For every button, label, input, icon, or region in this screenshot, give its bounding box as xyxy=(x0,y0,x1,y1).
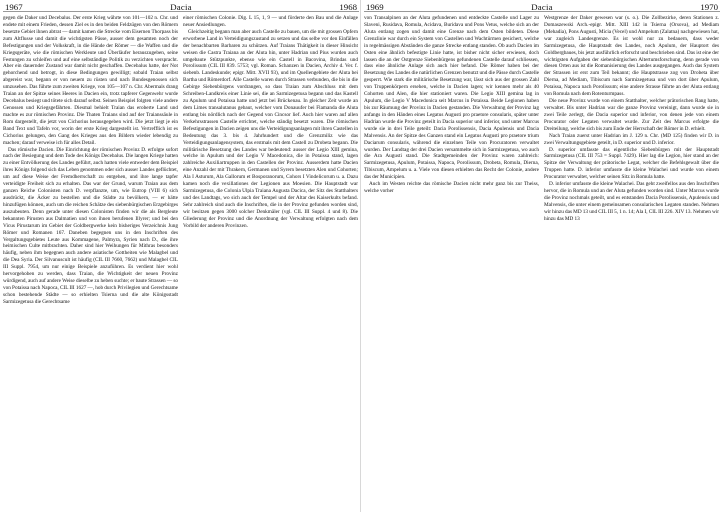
text-column xyxy=(544,15,719,505)
running-header xyxy=(3,2,359,12)
paragraph: von Transalpinen an der Aluta gefundenen und entdeckte Castelle und Lager zu Slaveni, Rusidava, Romula, Acidava, Buridava und Pons Vetus, welche sich an der Aluta entlang zogen und damit eine Grenze nach dem Osten bildeten. Diese Grenzlinie war durch ein System von Castellen und Wachtürmen gesichert, welche in regelmässigen Abständen die ganze Strecke entlang standen. Ob auch Dacien im Osten eine ähnlich befestigte Linie hatte, ist bisher nicht sicher erwiesen, doch lassen die an der Ostgrenze Siebenbürgens gefundenen Castelle darauf schliessen, dass eine ähnliche Anlage sich auch hier befand. Die Römer haben bei der Besetzung des Landes die natürlichen Grenzen benutzt und die Pässe durch Castelle gesperrt. Wie stark die militärische Besetzung war, lässt sich aus der grossen Zahl von Truppenkörpern ersehen, welche in Dacien lagen; wir kennen mehr als 40 Cohorten und Alen, die hier stationiert waren. Die Legio XIII gemina lag in Apulum, die Legio V Macedonica seit Marcus in Potaissa. Beide Legionen haben bis zur Räumung der Provinz in Dacien gestanden. Die Verwaltung der Provinz lag anfangs in den Händen eines Legatus Augusti pro praetore consularis, später unter Hadrian wurde die Provinz geteilt in Dacia superior und inferior, und unter Marcus wurde sie in drei Teile geteilt: Dacia Porolissensis, Dacia Apulensis und Dacia Malvensis. An der Spitze des Ganzen stand ein Legatus Augusti pro praetore trium Daciarum consularis, während die einzelnen Teile von Procuratoren verwaltet wurden. Der Landtag der drei Dacien versammelte sich in Sarmizegetusa, wo auch die Ara Augusti stand. Die Stadtgemeinden der Provinz waren zahlreich: Sarmizegetusa, Apulum, Potaissa, Napoca, Porolissum, Drobeta, Romula, Dierna, Tibiscum, Ampelum u. a. Viele von diesen erhielten das Recht der Colonie, andere das der Municipien. xyxy=(364,15,539,181)
paragraph: Gleichzeitig begann man aber auch Castelle zu bauen, um die mit grossen Opfern erworbene Land in Verteidigungszustand zu setzen und das selbe vor den Einfällen der benachbarten Barbaren zu schützen. Auf Traians Thätigkeit in dieser Hinsicht weisen die Castra Traiana an der Aluta hin, unter Hadrian und Pius wurden auch umgebaute Stützpunkte, ebenso wie ein Castell in Bacovina, Brindas und Porolissum (CIL III 839. 5753; vgl. Roman. Schanzen in Dacien, Archiv d. Ver. f. siebenb. Landeskunde; epigr. Mitt. XVII 93), und im Quellengebiete der Aluta bei Bartha und Römerdorf. Alle Castelle waren durch Strassen verbunden, die bis in die Gebirge Siebenbürgens vordrangen, so dass Traian zum Abschluss mit dem Schreiben-Landkreis einer Linie sei, die an Sarmizegetusa begann und das Kastell zu Apulum und Potaissa hatte und jetzt bei Brückenau. In gleicher Zeit wurde an dem Limes transalutanus gebaut, welcher vom Donauufer bei Flamanda die Aluta entlang bis nördlich nach der Gegend von Cincsor lief. Auch hier waren auf allen Verkehrsstrassen Castelle errichtet, welche ständig besetzt waren. Die römischen Befestigungen in Dacien zeigen uns die Verteidigungsanlagen mit ihren Castellen in Bedeutung das 3. bis 4. Jahrhundert und die Grenzmiliz wie das Verteidigungsanlagensystem, das erstmals mit dem Castell zu Drobeta begann. Die militärische Besetzung des Landes war bedeutend: ausser der Legio XIII gemina, welche in Apulum und der Legio V Macedonica, die in Potaissa stand, lagen zahlreiche Auxiliartruppen in den Castellen der Provinz. Ausserdem hatte Dacien eine Anzahl der mit Thrakern, Germanen und Syrern besetzten Alen und Cohorten; Ala I Asturum, Ala Gallorum et Bosporanorum, Cohors I Vindelicorum u. a. Dazu kamen noch die vexillationes der Legionen aus Moesien. Die Hauptstadt war Sarmizegetusa, die Colonia Ulpia Traiana Augusta Dacica, der Sitz des Statthalters und des Landtags, wo sich auch der Tempel und der Altar des Kaiserkults befand. Sehr zahlreich sind auch die Inschriften, die in der Provinz gefunden worden sind, wir besitzen gegen 3000 solcher Denkmäler (vgl. CIL III Suppl. 4 und 8). Die Gliederung der Provinz und die Anordnung der Verwaltung erfolgten nach dem Vorbild der anderen Provinzen. xyxy=(183,28,358,229)
left-page xyxy=(3,2,359,508)
paragraph: Auch im Westen reichte das römische Dacien nicht mehr ganz bis zur Theiss, welche vorher xyxy=(364,181,539,195)
paragraph: Westgrenze der Daker gewesen war (s. o.). Die Zollbezirke, deren Stationen z. Domaszewski Arch.-epigr. Mitt. XIII 142 in Tsierna (Orsova), ad Mediam (Mehadia), Pons Augusti, Micia (Vecel) und Ampelum (Zalatna) nachgewiesen hat, war zugleich Landesgrenze. Es ist wohl nur zu bedauern, dass weder Sarmizegetusa, die Hauptstadt des Landes, noch Apulum, der Hauptort des Goldbergbaues, bis jetzt ausführlich erforscht und beschrieben sind. Das ist eine der wichtigsten Aufgaben der siebenbürgischen Altertumsforschung, denn gerade von diesen Orten aus ist die Romanisierung des Landes ausgegangen. Auch das System der Strassen ist erst zum Teil bekannt; die Hauptstrasse zog von Drobeta über Dierna, ad Mediam, Tibiscum nach Sarmizegetusa und von dort über Apulum, Potaissa, Napoca nach Porolissum; eine andere Strasse führte an der Aluta entlang von Romula nach dem Rotenturmpass. xyxy=(544,15,719,98)
paragraph: einer römischen Colonie. Dig. L 15, 1, 9 — und förderte den Bau und die Anlage neuer Ansiedlungen. xyxy=(183,15,358,28)
paragraph: D. superior umfasste das eigentliche Siebenbürgen mit der Hauptstadt Sarmizegetusa (CIL III 753 = Suppl. 7429). Hier lag die Legion, hier stand an der Spitze der Verwaltung der prätorische Legat, welcher die Befehlsgewalt über die Truppen hatte. D. inferior umfasste die kleine Walachei und wurde von einem Procurator verwaltet, welcher seinen Sitz in Romula hatte. xyxy=(544,146,719,181)
paragraph: gegen die Daker und Decebalus. Der erste Krieg währte von 101—102 n. Chr. und endete mit einem Frieden, dessen Ziel es in den beiden Feldzügen von den Römern besetzte Gebiet ihnen abtrat — damit kamen die Strecke vom Eisernen Thorpass bis zum Altflusse und damit die wichtigsten Pässe, ausser dem gesamten noch der Befestigungen und der Volkskraft, in die Hände der Römer — die Waffen und die Kriegsgeräte, wie die römischen Werkleute und Überläufer herauszugeben, seine Festungen zu schleifen und auf eine selbständige Politik zu verzichten verspracht. Aber ein dauernder Zustand war damit nicht geschaffen. Decebalus hatte, der Not gehorchend und betrogt, in diese Bedingungen gewilligt; sobald Traian selbst abgereist war, begann er von neuem zu rüsten und nach Bundesgenossen sich umzusehen. Das führte zum zweiten Kriege, von 105—107 n. Chr. Abermals drang Traian an der Spitze seines Heeres in Dacien ein, trotz tapferer Gegenwehr wurde Decebalus besiegt und tötete sich darauf selbst. Seinen Beispiel folgten viele andere Genossen und Kriegsgefährten. Diesmal behielt Traian das eroberte Land und machte es zur römischen Provinz. Die Thaten Traians sind auf der Traianssäule in Rom dargestellt, die jetzt von Cichorius herausgegeben wird. Die jetzt liegt je ein Band Text und Tafeln vor, worin der erste Krieg dargestellt ist. Vertrefflich ist es Cichorius gelungen, den Gang des Krieges aus den Bildern wieder lebendig zu machen; darauf verweise ich für alles Detail. xyxy=(3,15,178,146)
paragraph: Die neue Provinz wurde von einem Statthalter, welcher prätorischen Rang hatte, verwaltet. Bis unter Hadrian war die ganze Provinz vereinigt, dann wurde sie in zwei Teile zerlegt, die Dacia superior und inferior, von denen jede von einem Procurator oder Legaten verwaltet wurde. Zur Zeit des Marcus erfolgte die Dreiteilung, welche sich bis zum Ende der Herrschaft der Römer in D. erhielt. xyxy=(544,98,719,132)
paragraph: Das römische Dacien. Die Einrichtung der römischen Provinz D. erfolgte sofort nach der Besiegung und dem Tode des Königs Decebalus. Die langen Kriege hatten zu einer Entvölkerung des Landes geführt, auch hatten viele entweder dem Beispiel ihres Königs folgend sich das Leben genommen oder sich ausser Landes geflüchtet, um auf diese Weise der Fremdherrschaft zu entgehen, und ihre lange tapfer verteidigte Freiheit sich zu erhalten. Das war der Grund, warum Traian aus dem ganzen Reiche Colonisten nach D. verpflanzte, um, wie Eutrop (VIII 6) sich ausdrückt, die Äcker zu bestellen und die Städte zu bevölkern, — er hätte hinzufügen können, auch um die reichen Schätze des siebenbürgischen Erzgebirges auszubeuten. Denn gerade unter diesen Colonisten finden wir die als Bergleute bekannten Pirusten aus Dalmatien und von ihnen berufenen Illyrer; und bei den Vicus Pirustarum im Gebiet der Goldbergwerke kein bisheriges Verzeichnis Jung Römer und Romanen 167. Daneben begegnen uns in den Inschriften des Vergaltungsgebietes Leute aus Kommagene, Palmyra, Syrien nach D., die ihre heimischen Culte mitbrachten. Daher sind hier Weihungen für Mithras besonders häufig, neben ihm begegnen auch andere asiatische Gottheiten wie Malagbel und die Dea Syria. Der Silvanuscult ist häufig (CIL III 7660, 7662) und Malagbel CIL III Suppl. 7954, um nur einige Beispiele anzuführen. Es verdient hier wohl hervorgehoben zu werden, dass Traian, die Wichtigkeit der neuen Provinz würdigend, auch auf andere Weise dieselbe zu heben suchte; er baute Strassen — so von Potaissa nach Napoca, CIL III 1627 —, hob durch Privilegien und Gerechtsame schon bestehende Städte — so erhielten Tsierna und die alte Königsstadt Sarmizegetusa die Gerechtsame xyxy=(3,146,178,305)
column-number-right: 1968 xyxy=(339,2,357,12)
header-title: Dacia xyxy=(531,2,553,12)
text-columns xyxy=(364,15,720,505)
column-number-left: 1967 xyxy=(5,2,23,12)
text-column xyxy=(183,15,358,505)
column-number-left: 1969 xyxy=(366,2,384,12)
text-column xyxy=(364,15,539,505)
text-columns xyxy=(3,15,359,505)
text-column xyxy=(3,15,178,505)
column-number-right: 1970 xyxy=(700,2,718,12)
running-header xyxy=(364,2,720,12)
header-title: Dacia xyxy=(170,2,192,12)
paragraph: D. inferior umfasste die kleine Walachei. Das geht zweifellos aus den Inschriften hervor, die in Romula und an der Aluta gefunden worden sind. Unter Marcus wurde die Provinz nochmals geteilt, und es entstanden Dacia Porolissensis, Apulensis und Malvensis, die unter einem gemeinsamen consularischen Legaten standen. Nehmen wir hinzu das MD 13 und CIL III 5, 1 n. 14; Ala I, CIL III 226. XIV 13. Nehmen wir hinzu das MD 13 xyxy=(544,181,719,222)
paragraph: Nach Traian zuerst unter Hadrian im J. 129 n. Chr. (MD 125) finden wir D. in zwei Verwaltungsgebiete geteilt, in D. superior und D. inferior. xyxy=(544,132,719,146)
page-gutter xyxy=(360,0,361,512)
right-page xyxy=(364,2,720,508)
